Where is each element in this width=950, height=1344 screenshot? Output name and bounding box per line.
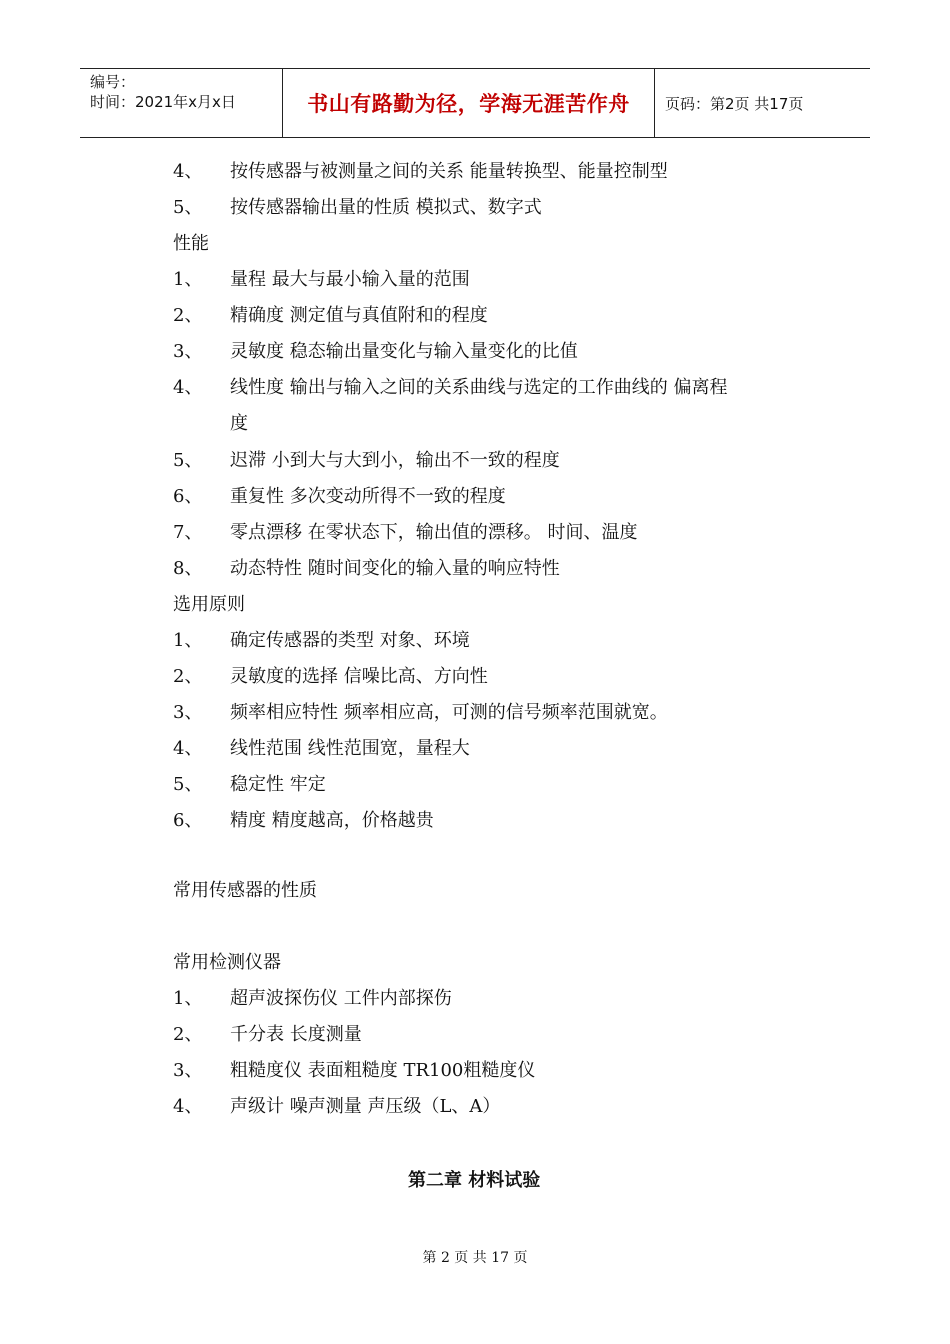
header-page-cell [655,69,870,137]
section-heading-selection: 选用原则 [173,594,245,615]
item-text: 动态特性 随时间变化的输入量的响应特性 [230,558,560,579]
item-number: 2、 [173,305,203,326]
item-text: 超声波探伤仪 工件内部探伤 [230,988,452,1009]
item-number: 5、 [173,450,203,471]
item-number: 3、 [173,1060,203,1081]
item-text: 灵敏度的选择 信噪比高、方向性 [230,666,488,687]
number-label: 编号： [90,73,136,91]
item-number: 4、 [173,738,203,759]
item-text: 频率相应特性 频率相应高，可测的信号频率范围就宽。 [230,702,668,723]
item-number: 1、 [173,269,203,290]
time-label: 时间：2021年x月x日 [90,93,236,111]
item-text: 迟滞 小到大与大到小，输出不一致的程度 [230,450,560,471]
item-text: 声级计 噪声测量 声压级（L、A） [230,1096,501,1117]
item-text: 精度 精度越高，价格越贵 [230,810,434,831]
header-motto-cell [282,69,655,137]
section-heading-instruments: 常用检测仪器 [173,952,281,973]
item-text: 精确度 测定值与真值附和的程度 [230,305,488,326]
item-number: 8、 [173,558,203,579]
item-number: 7、 [173,522,203,543]
item-text: 粗糙度仪 表面粗糙度 TR100粗糙度仪 [230,1060,536,1081]
item-text: 线性范围 线性范围宽，量程大 [230,738,470,759]
item-text: 稳定性 牢定 [230,774,326,795]
item-number: 4、 [173,161,203,182]
item-text-continuation: 度 [230,413,248,434]
document-header [80,68,870,138]
item-text: 按传感器输出量的性质 模拟式、数字式 [230,197,542,218]
item-number: 4、 [173,1096,203,1117]
item-number: 3、 [173,341,203,362]
item-number: 5、 [173,774,203,795]
page-info: 页码：第2页 共17页 [665,94,804,113]
item-text: 零点漂移 在零状态下，输出值的漂移。 时间、温度 [230,522,638,543]
item-text: 重复性 多次变动所得不一致的程度 [230,486,506,507]
item-number: 2、 [173,666,203,687]
motto: 书山有路勤为径，学海无涯苦作舟 [307,92,630,116]
item-number: 5、 [173,197,203,218]
item-number: 6、 [173,486,203,507]
item-text: 千分表 长度测量 [230,1024,362,1045]
section-heading-common-properties: 常用传感器的性质 [173,880,317,901]
item-number: 1、 [173,988,203,1009]
item-text: 线性度 输出与输入之间的关系曲线与选定的工作曲线的 偏离程 [230,377,728,398]
page-footer: 第 2 页 共 17 页 [422,1250,528,1266]
item-number: 6、 [173,810,203,831]
item-text: 按传感器与被测量之间的关系 能量转换型、能量控制型 [230,161,668,182]
item-number: 2、 [173,1024,203,1045]
item-text: 确定传感器的类型 对象、环境 [230,630,470,651]
item-number: 1、 [173,630,203,651]
section-heading-performance: 性能 [173,233,209,254]
item-number: 4、 [173,377,203,398]
item-text: 量程 最大与最小输入量的范围 [230,269,470,290]
chapter-title: 第二章 材料试验 [408,1170,541,1191]
item-text: 灵敏度 稳态输出量变化与输入量变化的比值 [230,341,578,362]
item-number: 3、 [173,702,203,723]
header-meta-cell [80,69,282,137]
